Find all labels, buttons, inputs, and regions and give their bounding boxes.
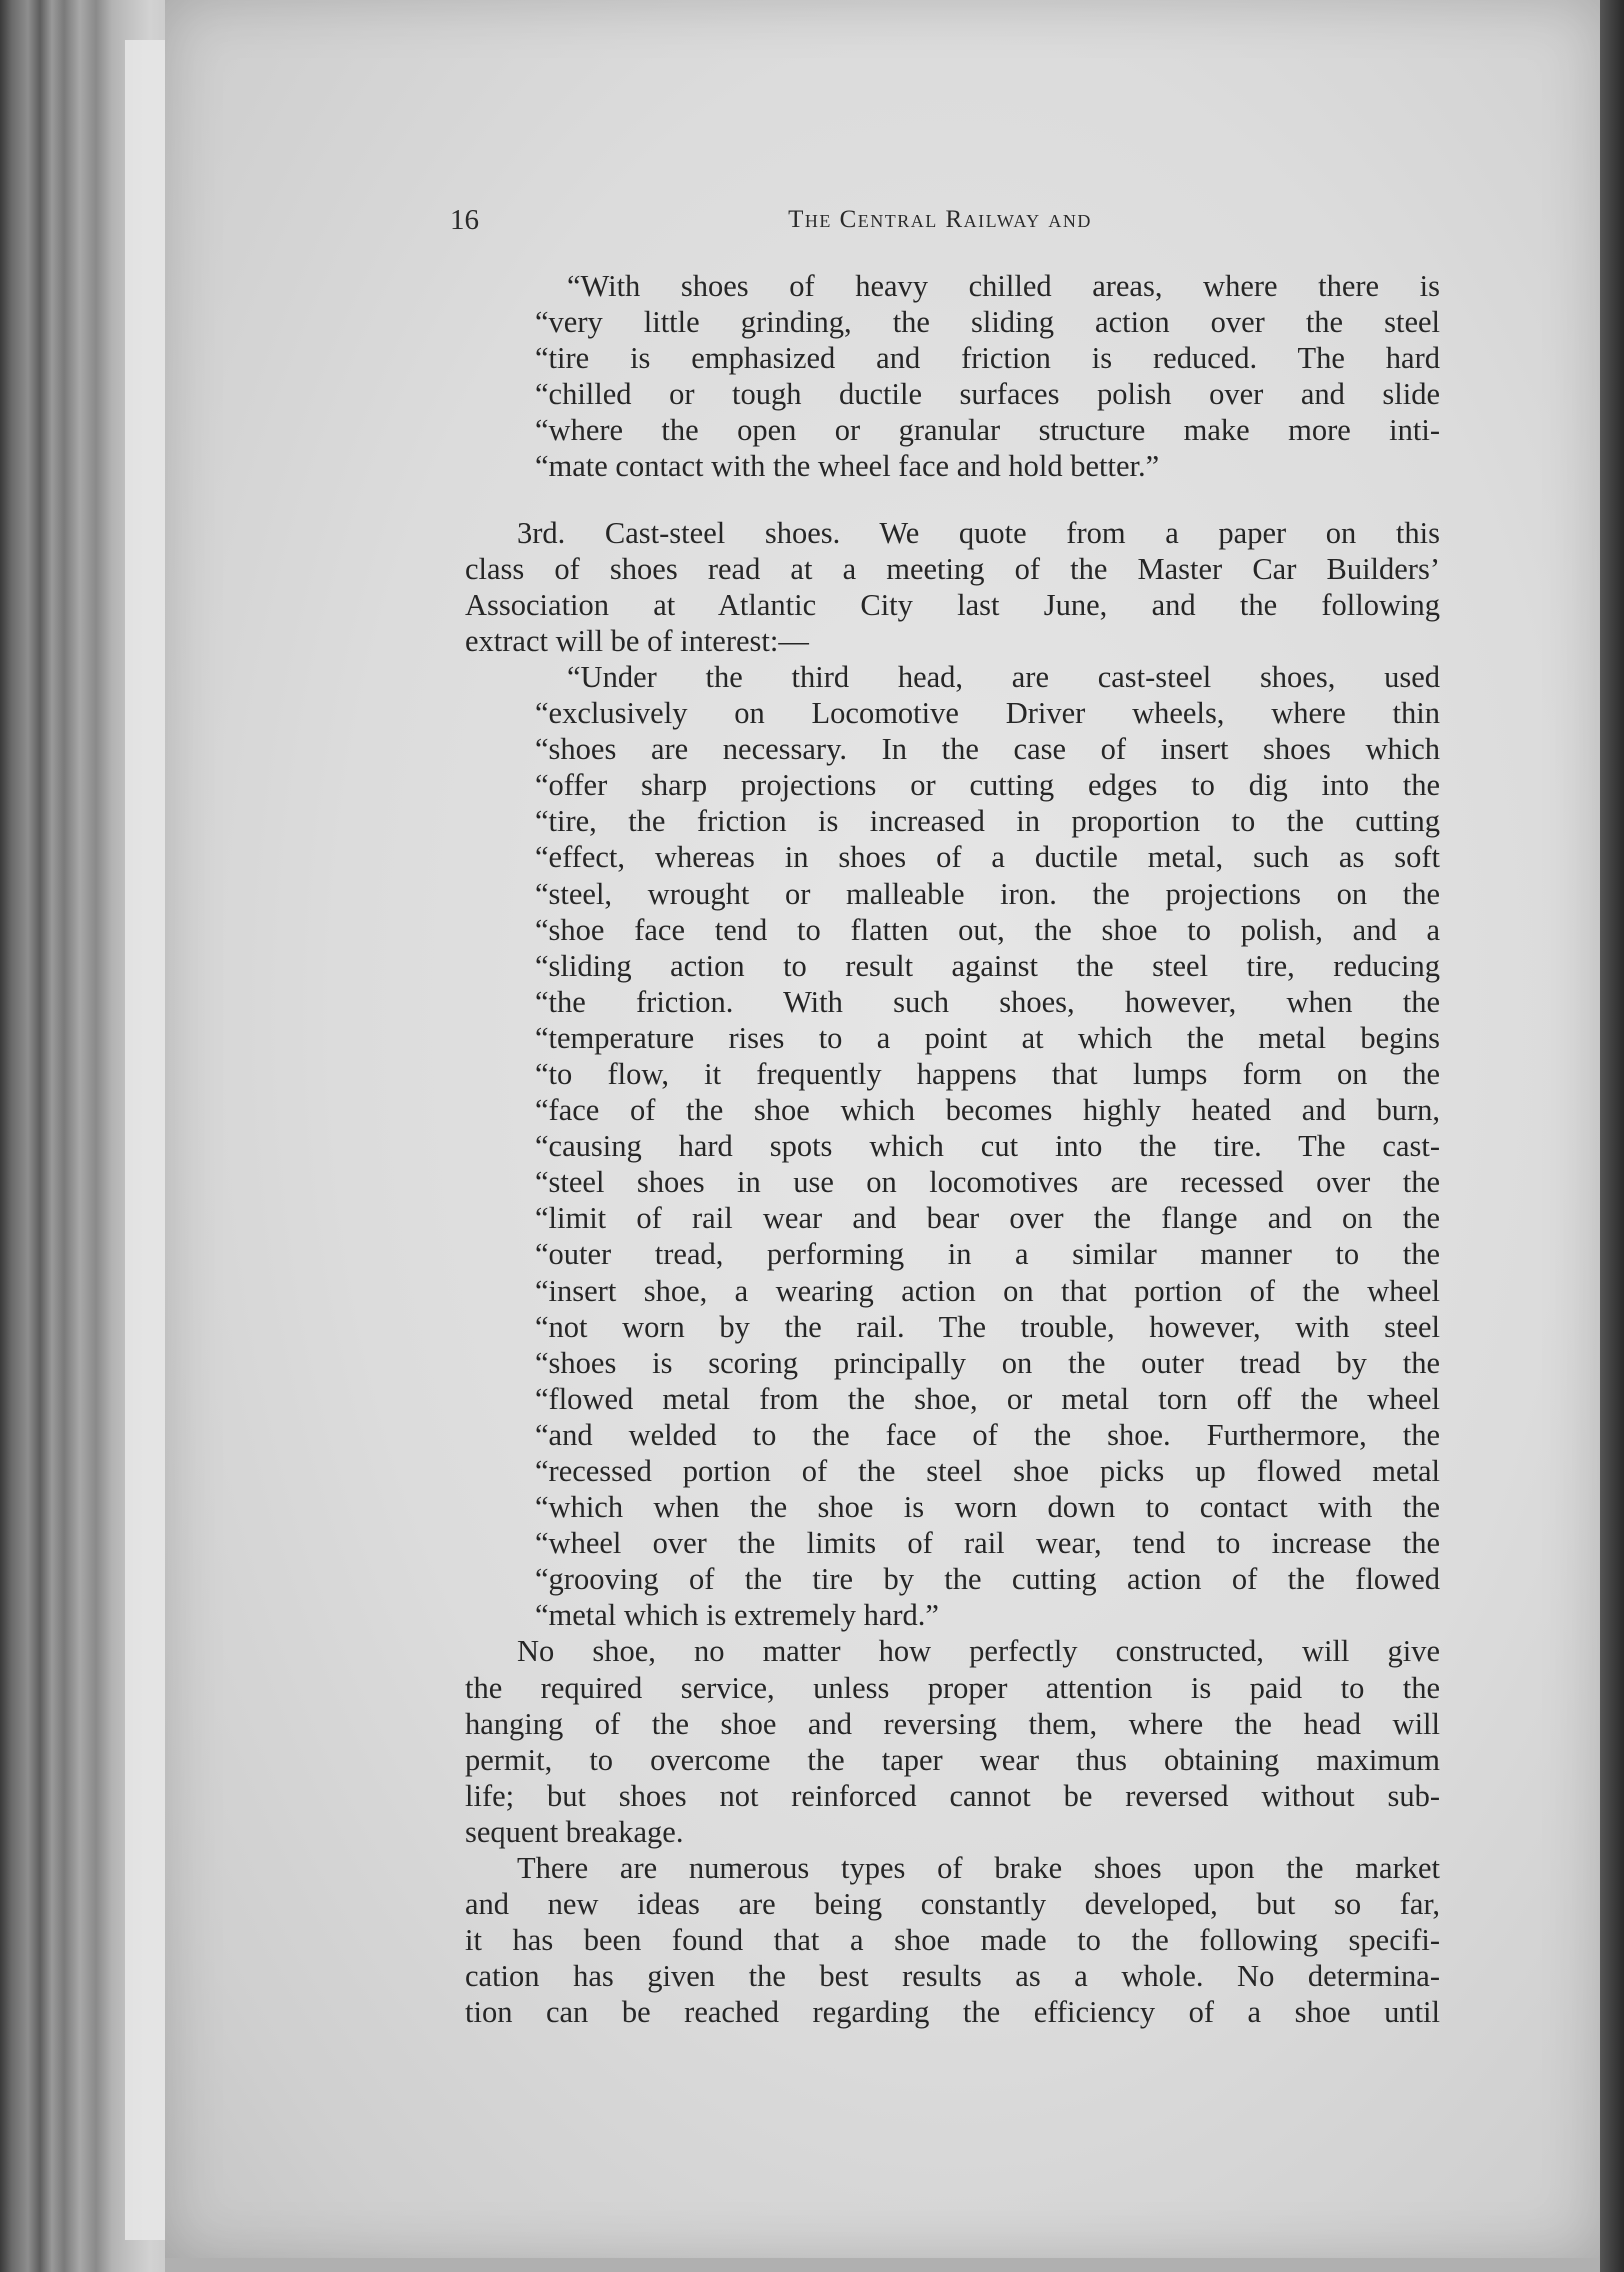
text-line: the required service, unless proper attention is paid to the xyxy=(465,1670,1440,1705)
body-text xyxy=(465,268,1440,2031)
text-line: “Under the third head, are cast-steel shoes, used xyxy=(567,659,1440,694)
text-line: “offer sharp projections or cutting edges to dig into the xyxy=(535,768,1440,803)
text-line: sequent breakage. xyxy=(465,1814,684,1849)
text-line: “tire is emphasized and friction is reduced. The hard xyxy=(535,341,1440,376)
text-line: “outer tread, performing in a similar manner to the xyxy=(535,1237,1440,1272)
text-line: 3rd. Cast-steel shoes. We quote from a paper on this xyxy=(517,515,1440,550)
running-head: The Central Railway and xyxy=(788,206,1092,233)
text-line: “face of the shoe which becomes highly heated and burn, xyxy=(535,1093,1440,1128)
text-line: Association at Atlantic City last June, and the following xyxy=(465,587,1440,622)
text-line: it has been found that a shoe made to the following specifi- xyxy=(465,1923,1440,1958)
text-line: “which when the shoe is worn down to contact with the xyxy=(535,1490,1440,1525)
text-line: There are numerous types of brake shoes upon the market xyxy=(517,1851,1440,1886)
text-line: “very little grinding, the sliding action over the steel xyxy=(535,305,1440,340)
text-line: “insert shoe, a wearing action on that portion of the wheel xyxy=(535,1273,1440,1308)
text-line: “shoes is scoring principally on the outer tread by the xyxy=(535,1345,1440,1380)
text-line: “and welded to the face of the shoe. Furthermore, the xyxy=(535,1417,1440,1452)
page-number: 16 xyxy=(450,204,479,236)
text-line: “grooving of the tire by the cutting action of the flowed xyxy=(535,1562,1440,1597)
text-line: “causing hard spots which cut into the tire. The cast- xyxy=(535,1129,1440,1164)
paragraph-cast-steel xyxy=(465,515,1440,659)
paragraph-hanging-shoes xyxy=(465,1633,1440,1850)
text-line: “temperature rises to a point at which the metal begins xyxy=(535,1020,1440,1055)
text-line: “to flow, it frequently happens that lumps form on the xyxy=(535,1056,1440,1091)
text-line: class of shoes read at a meeting of the Master Car Builders’ xyxy=(465,551,1440,586)
text-line: “limit of rail wear and bear over the flange and on the xyxy=(535,1201,1440,1236)
text-line: cation has given the best results as a whole. No determina- xyxy=(465,1959,1440,1994)
text-line: permit, to overcome the taper wear thus obtaining maximum xyxy=(465,1742,1440,1777)
text-line: “mate contact with the wheel face and hold better.” xyxy=(535,449,1160,484)
text-line: “shoes are necessary. In the case of insert shoes which xyxy=(535,732,1440,767)
text-line: “metal which is extremely hard.” xyxy=(535,1598,939,1633)
text-line: extract will be of interest:— xyxy=(465,623,809,658)
text-line: life; but shoes not reinforced cannot be reversed without sub- xyxy=(465,1778,1440,1813)
paragraph-brake-shoe-types xyxy=(465,1850,1440,2030)
text-line: “With shoes of heavy chilled areas, where there is xyxy=(567,269,1440,303)
text-line: “flowed metal from the shoe, or metal torn off the wheel xyxy=(535,1381,1440,1416)
text-line: “exclusively on Locomotive Driver wheels, where thin xyxy=(535,696,1440,731)
text-line: “not worn by the rail. The trouble, however, with steel xyxy=(535,1309,1440,1344)
quote-block-2 xyxy=(465,659,1440,1634)
text-line: “chilled or tough ductile surfaces polish over and slide xyxy=(535,377,1440,412)
text-line: “the friction. With such shoes, however, when the xyxy=(535,984,1440,1019)
text-line: hanging of the shoe and reversing them, where the head will xyxy=(465,1706,1440,1741)
text-line: “where the open or granular structure make more inti- xyxy=(535,413,1440,448)
bottom-edge xyxy=(165,2258,1600,2272)
text-line: No shoe, no matter how perfectly constructed, will give xyxy=(517,1634,1440,1669)
text-line: “steel shoes in use on locomotives are recessed over the xyxy=(535,1165,1440,1200)
page-header xyxy=(450,204,1440,244)
text-line: tion can be reached regarding the efficiency of a shoe until xyxy=(465,1995,1440,2030)
text-line: “sliding action to result against the steel tire, reducing xyxy=(535,948,1440,983)
text-line: “wheel over the limits of rail wear, tend to increase the xyxy=(535,1526,1440,1561)
text-line: “steel, wrought or malleable iron. the projections on the xyxy=(535,876,1440,911)
right-edge xyxy=(1600,0,1624,2272)
text-line: and new ideas are being constantly developed, but so far, xyxy=(465,1887,1440,1922)
text-line: “tire, the friction is increased in proportion to the cutting xyxy=(535,804,1440,839)
quote-block-1 xyxy=(465,268,1440,485)
text-line: “recessed portion of the steel shoe picks up flowed metal xyxy=(535,1454,1440,1488)
text-line: “shoe face tend to flatten out, the shoe to polish, and a xyxy=(535,912,1440,947)
page-edges xyxy=(125,40,165,2240)
text-line: “effect, whereas in shoes of a ductile metal, such as soft xyxy=(535,840,1440,875)
